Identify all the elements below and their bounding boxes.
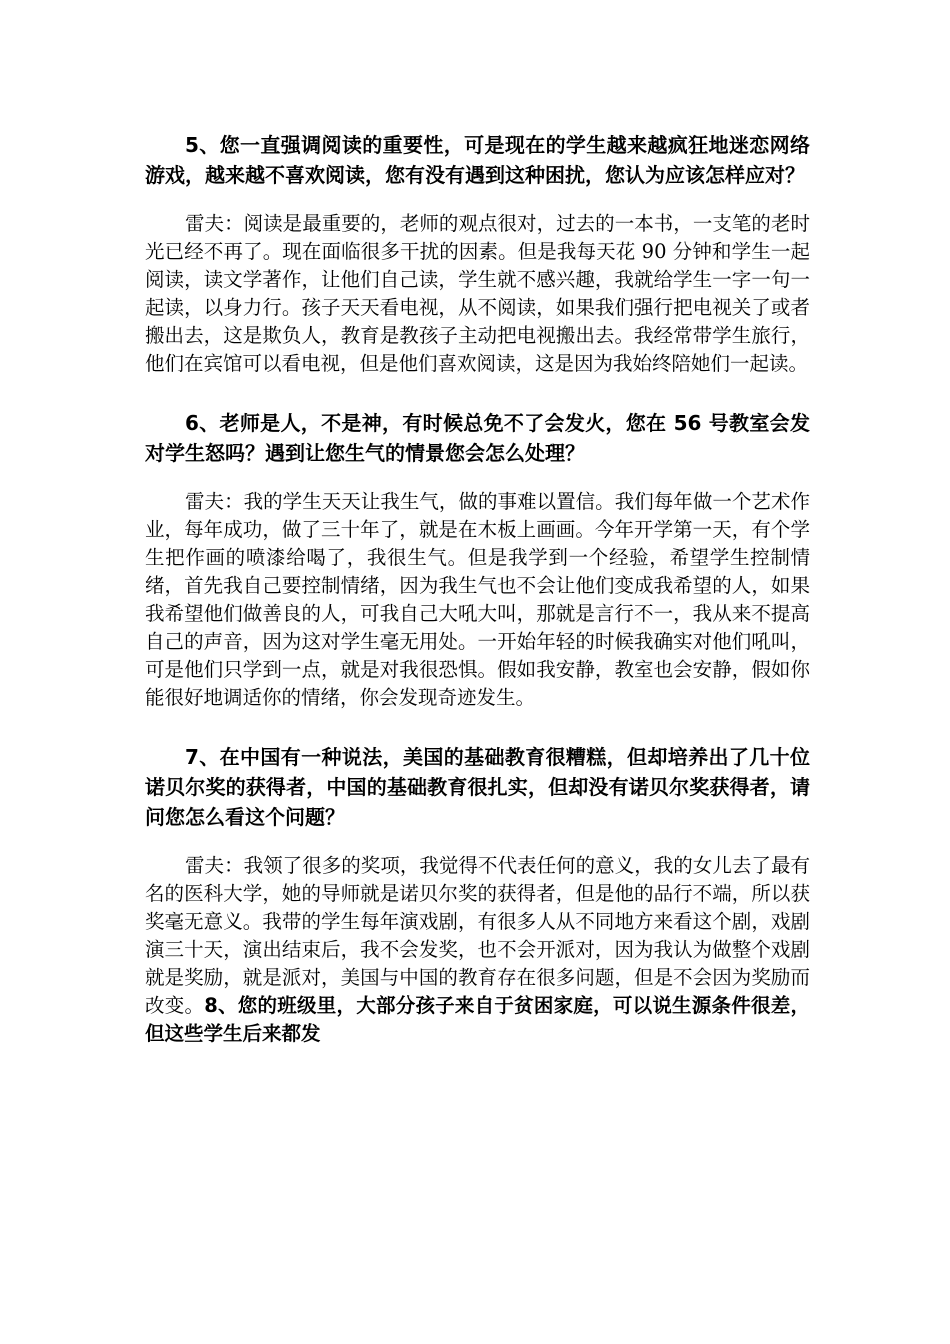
question-5: 5、您一直强调阅读的重要性，可是现在的学生越来越疯狂地迷恋网络游戏，越来越不喜欢阅读，您有没有遇到这种困扰，您认为应该怎样应对？ (145, 133, 810, 187)
answer-7 (145, 852, 810, 1048)
document-page (145, 130, 810, 1048)
answer-7-text: 雷夫：我领了很多的奖项，我觉得不代表任何的意义，我的女儿去了最有名的医科大学，她的导师就是诺贝尔奖的获得者，但是他的品行不端，所以获奖毫无意义。我带的学生每年演戏剧，有很多人从不同地方来看这个剧，戏剧演三十天，演出结束后，我不会发奖，也不会开派对，因为我认为做整个戏剧就是奖励，就是派对，美国与中国的教育存在很多问题，但是不会因为奖励而改变。 (145, 854, 810, 1017)
question-6: 6、老师是人，不是神，有时候总免不了会发火，您在 56 号教室会发对学生怒吗？遇到让您生气的情景您会怎么处理？ (145, 411, 810, 465)
question-8-partial: 8、您的班级里，大部分孩子来自于贫困家庭，可以说生源条件很差，但这些学生后来都发 (145, 994, 810, 1045)
answer-6: 雷夫：我的学生天天让我生气，做的事难以置信。我们每年做一个艺术作业，每年成功，做了三十年了，就是在木板上画画。今年开学第一天，有个学生把作画的喷漆给喝了，我很生气。但是我学到一个经验，希望学生控制情绪，首先我自己要控制情绪，因为我生气也不会让他们变成我希望的人，如果我希望他们做善良的人，可我自己大吼大叫，那就是言行不一，我从来不提高自己的声音，因为这对学生毫无用处。一开始年轻的时候我确实对他们吼叫，可是他们只学到一点，就是对我很恐惧。假如我安静，教室也会安静，假如你能很好地调适你的情绪，你会发现奇迹发生。 (145, 490, 810, 709)
question-7: 7、在中国有一种说法，美国的基础教育很糟糕，但却培养出了几十位诺贝尔奖的获得者，中国的基础教育很扎实，但却没有诺贝尔奖获得者，请问您怎么看这个问题？ (145, 745, 810, 829)
answer-5: 雷夫：阅读是最重要的，老师的观点很对，过去的一本书，一支笔的老时光已经不再了。现在面临很多干扰的因素。但是我每天花 90 分钟和学生一起阅读，读文学著作，让他们自己读，学生就不感兴趣，我就给学生一字一句一起读，以身力行。孩子天天看电视，从不阅读，如果我们强行把电视关了或者搬出去，这是欺负人，教育是教孩子主动把电视搬出去。我经常带学生旅行，他们在宾馆可以看电视，但是他们喜欢阅读，这是因为我始终陪她们一起读。 (145, 212, 810, 375)
